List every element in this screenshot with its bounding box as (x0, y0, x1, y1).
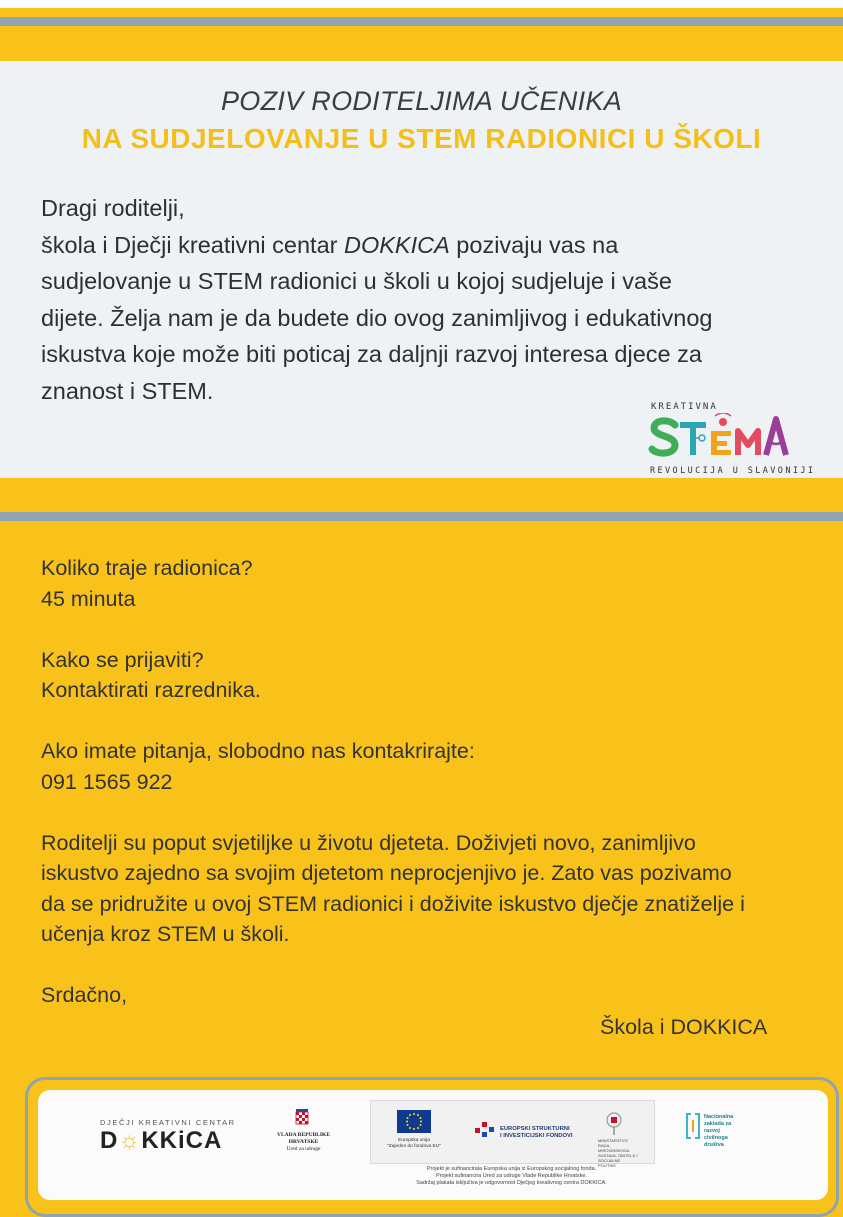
faq-section (41, 553, 831, 1011)
mid-stripe-gray (0, 512, 843, 521)
sun-icon: ☼ (118, 1127, 142, 1154)
intro-line4: dijete. Želja nam je da budete dio ovog zanimljivog i edukativnog (41, 304, 713, 331)
signature: Škola i DOKKICA (600, 1015, 768, 1039)
faq-answer-duration: 45 minuta (41, 586, 136, 611)
intro-line6: znanost i STEM. (41, 377, 214, 404)
ministry-emblem-icon (602, 1110, 626, 1136)
esif-text: EUROPSKI STRUKTURNI I INVESTICIJSKI FONDOVI (500, 1126, 573, 1139)
top-stripe-yellow (0, 8, 843, 17)
intro-line2: škola i Dječji kreativni centar DOKKICA pozivaju vas na (41, 231, 619, 258)
stem-logo-top-text: KREATIVNA (651, 402, 718, 412)
funding-note: Projekt je sufinancirala Europska unija iz Europskog socijalnog fonda. Projekt sufinancira Ured za udruge Vlade Republike Hrvatske. Sadržaj plakata isključiva je odgovornost Dječjeg kreativnog centra DOKKICA. (416, 1166, 607, 1187)
salutation: Srdačno, (41, 983, 128, 1007)
faq-question-signup: Kako se prijaviti? (41, 647, 204, 672)
closing-line2: iskustvo zajedno sa svojim djetetom neprocjenjivo je. Zato vas pozivamo (41, 861, 732, 885)
intro-line3: sudjelovanje u STEM radionici u školi u kojoj sudjeluje i vaše (41, 268, 672, 295)
closing-line1: Roditelji su poput svjetiljke u životu djeteta. Doživjeti novo, zanimljivo (41, 830, 696, 855)
nzrcd-text: Nacionalna zaklada za razvoj civilnoga društva (704, 1114, 734, 1148)
stem-word-graphic (648, 413, 798, 463)
stem-logo-bottom-text: REVOLUCIJA U SLAVONIJI (650, 466, 816, 476)
heading-line1: POZIV RODITELJIMA UČENIKA (220, 86, 623, 116)
faq-question-duration: Koliko traje radionica? (41, 556, 253, 580)
closing-line4: učenja kroz STEM u školi. (41, 922, 290, 946)
intro-text (41, 190, 821, 410)
top-band-yellow (0, 26, 843, 61)
heading-line2: NA SUDJELOVANJE U STEM RADIONICI U ŠKOLI (81, 123, 762, 154)
eu-flag-icon (397, 1110, 431, 1133)
contact-phone: 091 1565 922 (41, 769, 173, 794)
dokkica-logo-caption: DJEČJI KREATIVNI CENTAR (100, 1118, 236, 1127)
top-stripe-white (0, 0, 843, 8)
esif-logo-icon (473, 1118, 499, 1140)
intro-line5: iskustva koje može biti poticaj za daljnji razvoj interesa djece za (41, 341, 702, 368)
dokkica-emphasis: DOKKICA (344, 231, 450, 258)
faq-answer-signup: Kontaktirati razrednika. (41, 678, 261, 702)
dokkica-logo: D☼KKiCA (100, 1127, 223, 1154)
closing-line3: da se pridružite u ovoj STEM radionici i doživite iskustvo dječje znatiželje i (41, 891, 745, 916)
ministry-text: MINISTARSTVO RADA, MIROVINSKOGA SUSTAVA, OBITELJI I SOCIJALNE POLITIKE (598, 1138, 638, 1168)
eu-caption: Europska unija "Zajedno do fondova EU" (387, 1138, 441, 1149)
faq-question-contact: Ako imate pitanja, slobodno nas kontakrirajte: (41, 739, 475, 763)
kreativna-stem-logo (648, 400, 816, 478)
intro-greeting: Dragi roditelji, (41, 195, 185, 221)
vlada-logo: VLADA REPUBLIKE HRVATSKE Ured za udruge (276, 1132, 331, 1152)
croatian-coat-of-arms-icon (295, 1108, 309, 1128)
nzrcd-bracket-icon (685, 1112, 701, 1140)
top-stripe-gray (0, 17, 843, 26)
